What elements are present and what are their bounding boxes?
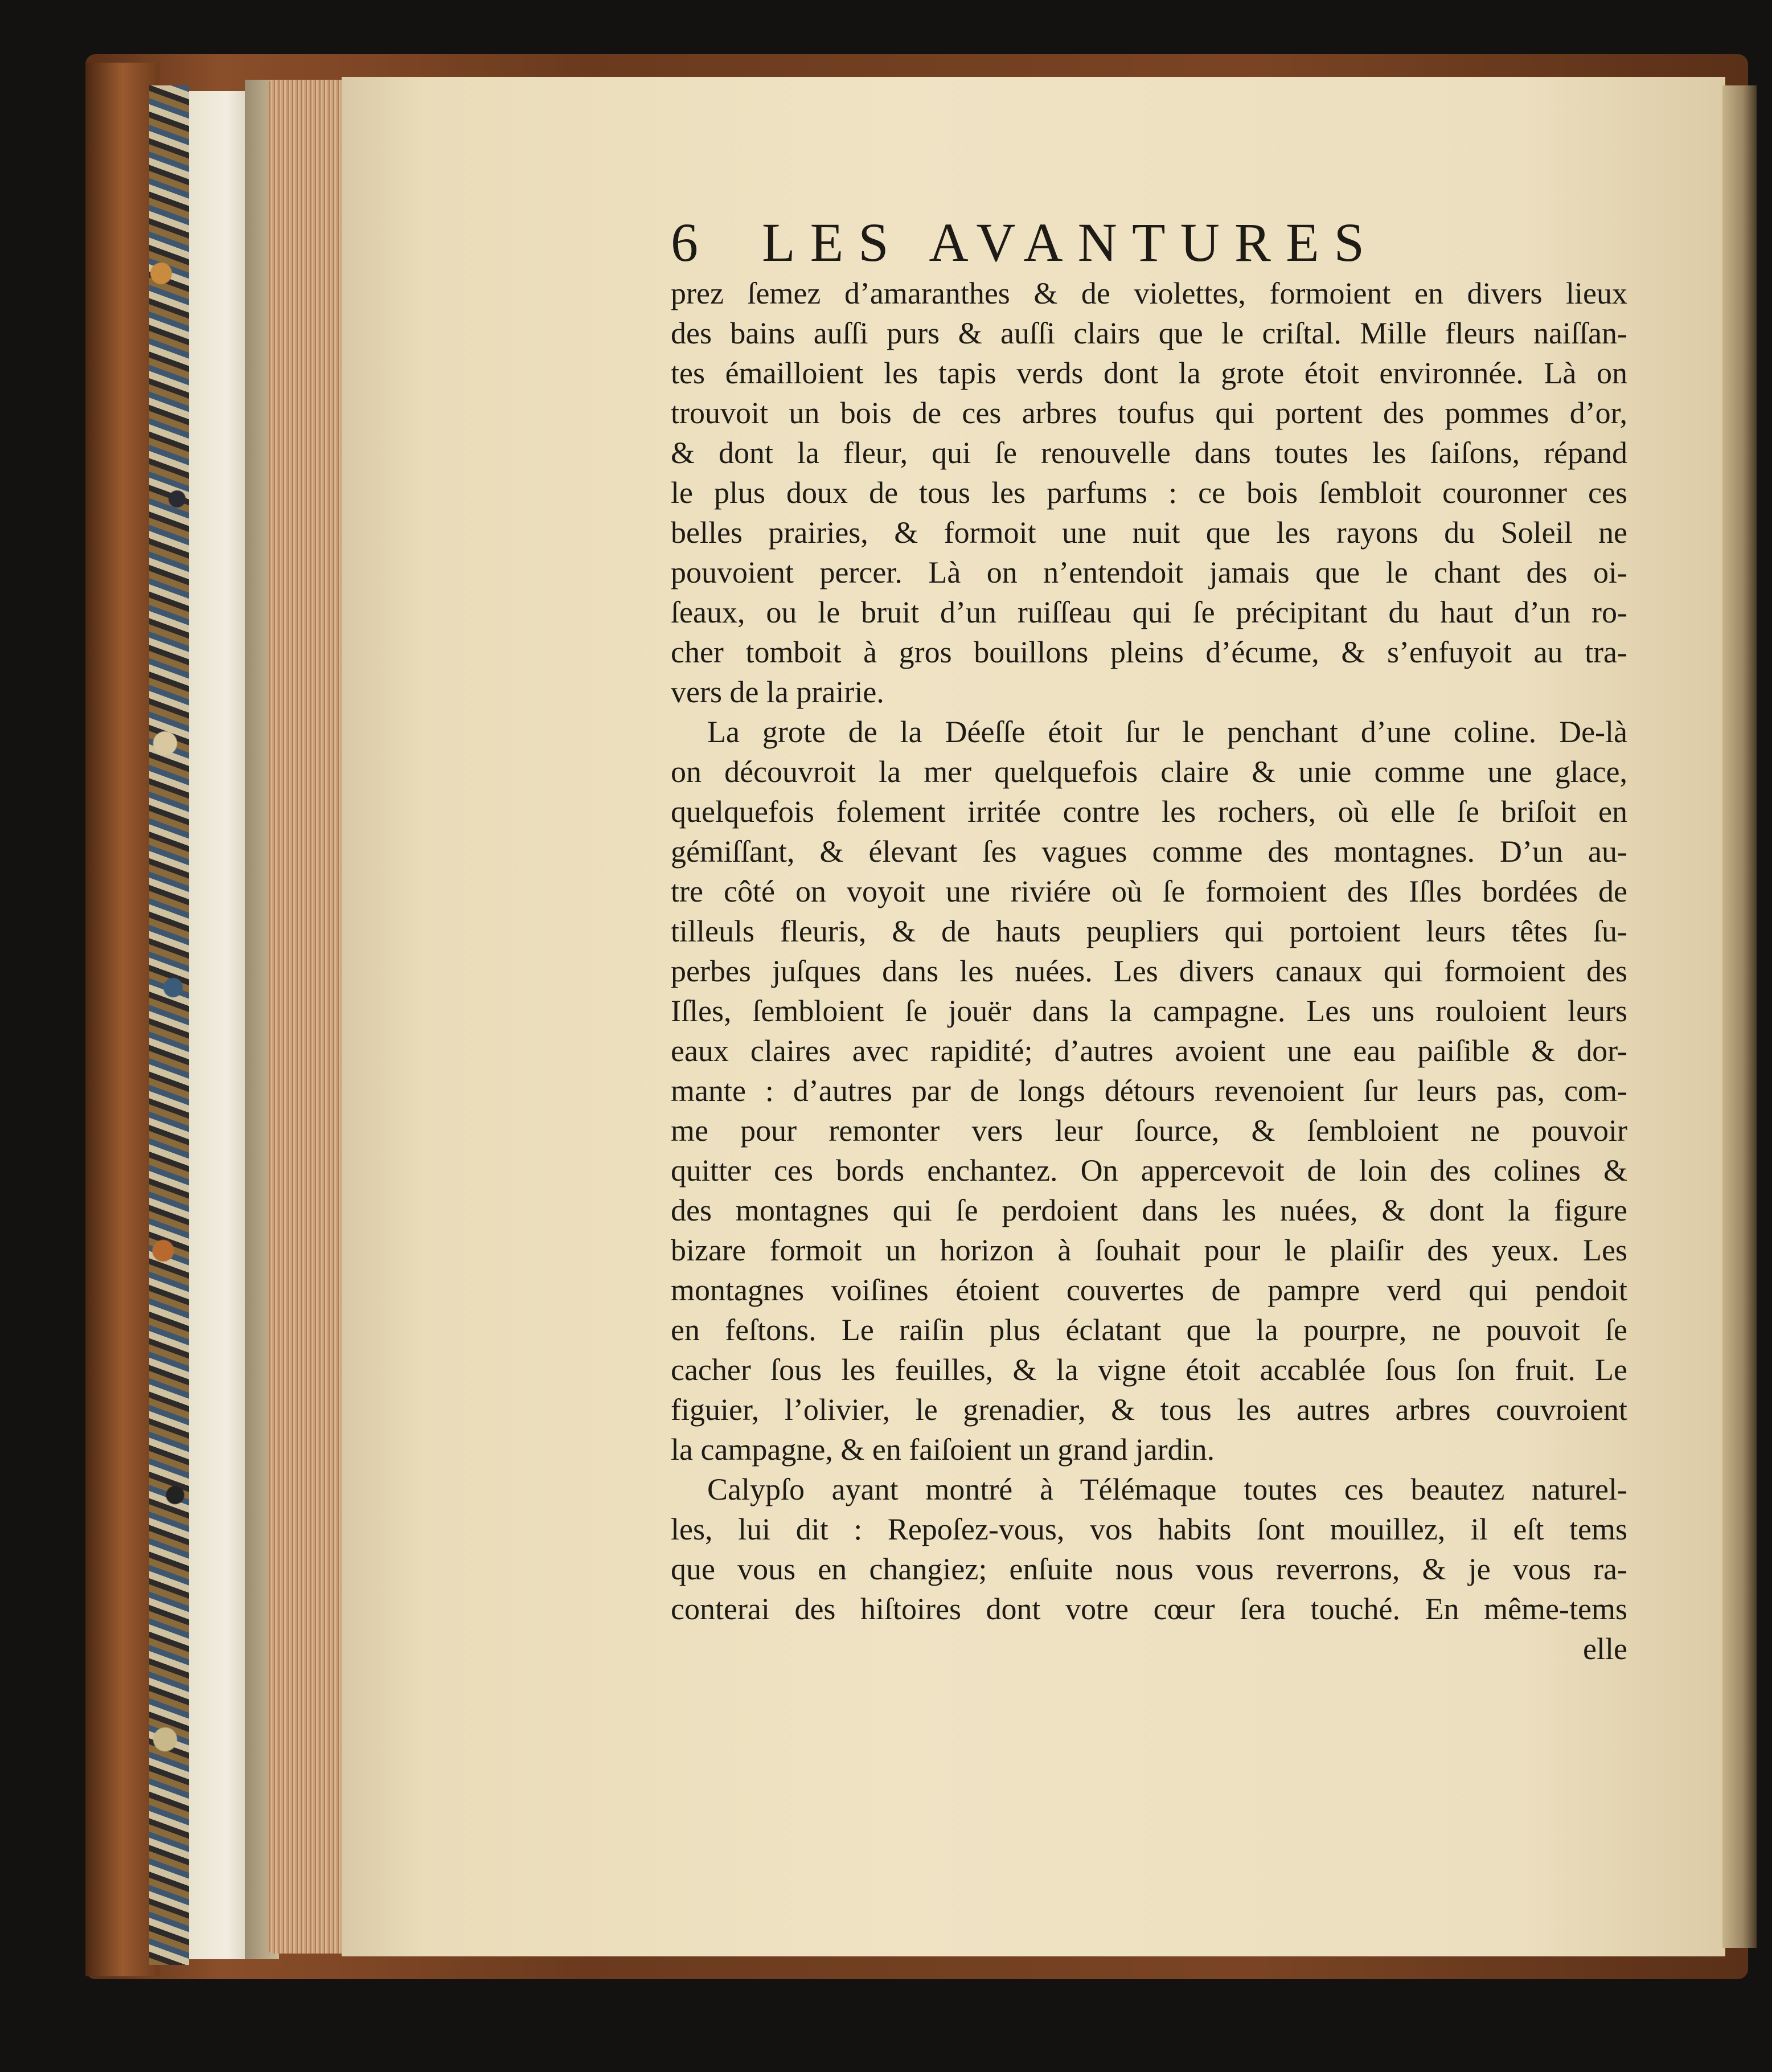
text-line: on découvroit la mer quelquefois claire & unie comme une glace, bbox=[671, 755, 1627, 789]
paragraph bbox=[671, 1469, 1627, 1629]
text-line: des montagnes qui ſe perdoient dans les nuées, & dont la figure bbox=[671, 1193, 1627, 1227]
text-line: en feſtons. Le raiſin plus éclatant que la pourpre, ne pouvoit ſe bbox=[671, 1313, 1627, 1347]
page-block-edges bbox=[268, 80, 347, 1954]
flyleaf bbox=[189, 91, 252, 1959]
text-line: cacher ſous les feuilles, & la vigne étoit accablée ſous ſon fruit. Le bbox=[671, 1353, 1627, 1387]
text-line: me pour remonter vers leur ſource, & ſembloient ne pouvoir bbox=[671, 1113, 1627, 1148]
text-line: quitter ces bords enchantez. On appercevoit de loin des colines & bbox=[671, 1153, 1627, 1187]
text-line: montagnes voiſines étoient couvertes de pampre verd qui pendoit bbox=[671, 1273, 1627, 1307]
text-line: bizare formoit un horizon à ſouhait pour le plaiſir des yeux. Les bbox=[671, 1233, 1627, 1267]
paragraph bbox=[671, 273, 1627, 712]
paragraph bbox=[671, 712, 1627, 1469]
text-line: ſeaux, ou le bruit d’un ruiſſeau qui ſe précipitant du haut d’un ro- bbox=[671, 595, 1627, 629]
text-line: que vous en changiez; enſuite nous vous reverrons, & je vous ra- bbox=[671, 1552, 1627, 1586]
text-line: prez ſemez d’amaranthes & de violettes, formoient en divers lieux bbox=[671, 276, 1627, 310]
text-line: des bains auſſi purs & auſſi clairs que le criſtal. Mille fleurs naiſſan- bbox=[671, 316, 1627, 350]
text-line: pouvoient percer. Là on n’entendoit jamais que le chant des oi- bbox=[671, 555, 1627, 589]
text-line: gémiſſant, & élevant ſes vagues comme des montagnes. D’un au- bbox=[671, 834, 1627, 869]
text-line: vers de la prairie. bbox=[671, 675, 884, 709]
text-line: Iſles, ſembloient ſe jouër dans la campagne. Les uns rouloient leurs bbox=[671, 994, 1627, 1028]
text-line: Calypſo ayant montré à Télémaque toutes ces beautez naturel- bbox=[707, 1472, 1627, 1506]
running-title: LES AVANTURES bbox=[762, 212, 1379, 273]
catchword: elle bbox=[1583, 1632, 1627, 1666]
page-number: 6 bbox=[671, 212, 698, 273]
text-line: le plus doux de tous les parfums : ce bois ſembloit couronner ces bbox=[671, 476, 1627, 510]
body-text bbox=[671, 273, 1627, 1629]
text-line: La grote de la Déeſſe étoit ſur le penchant d’une coline. De-là bbox=[707, 715, 1627, 749]
text-line: tes émailloient les tapis verds dont la grote étoit environnée. Là on bbox=[671, 356, 1627, 390]
running-header bbox=[671, 211, 1627, 273]
page-right-edge bbox=[1722, 85, 1757, 1948]
marbled-endpaper bbox=[149, 85, 189, 1965]
text-line: quelquefois folement irritée contre les rochers, où elle ſe briſoit en bbox=[671, 795, 1627, 829]
text-line: conterai des hiſtoires dont votre cœur ſera touché. En même-tems bbox=[671, 1592, 1627, 1626]
text-line: eaux claires avec rapidité; d’autres avoient une eau paiſible & dor- bbox=[671, 1034, 1627, 1068]
text-line: la campagne, & en faiſoient un grand jardin. bbox=[671, 1432, 1215, 1467]
binding-spine-edge bbox=[85, 63, 159, 1976]
text-line: mante : d’autres par de longs détours revenoient ſur leurs pas, com- bbox=[671, 1074, 1627, 1108]
text-line: & dont la fleur, qui ſe renouvelle dans toutes les ſaiſons, répand bbox=[671, 436, 1627, 470]
text-line: figuier, l’olivier, le grenadier, & tous les autres arbres couvroient bbox=[671, 1393, 1627, 1427]
text-line: belles prairies, & formoit une nuit que les rayons du Soleil ne bbox=[671, 515, 1627, 550]
text-line: les, lui dit : Repoſez-vous, vos habits ſont mouillez, il eſt tems bbox=[671, 1512, 1627, 1546]
text-line: perbes juſques dans les nuées. Les divers canaux qui formoient des bbox=[671, 954, 1627, 988]
text-line: trouvoit un bois de ces arbres toufus qui portent des pommes d’or, bbox=[671, 396, 1627, 430]
text-line: tilleuls fleuris, & de hauts peupliers qui portoient leurs têtes ſu- bbox=[671, 914, 1627, 948]
page-text bbox=[671, 211, 1627, 1669]
text-line: cher tomboit à gros bouillons pleins d’écume, & s’enfuyoit au tra- bbox=[671, 635, 1627, 669]
text-line: tre côté on voyoit une riviére où ſe formoient des Iſles bordées de bbox=[671, 874, 1627, 908]
